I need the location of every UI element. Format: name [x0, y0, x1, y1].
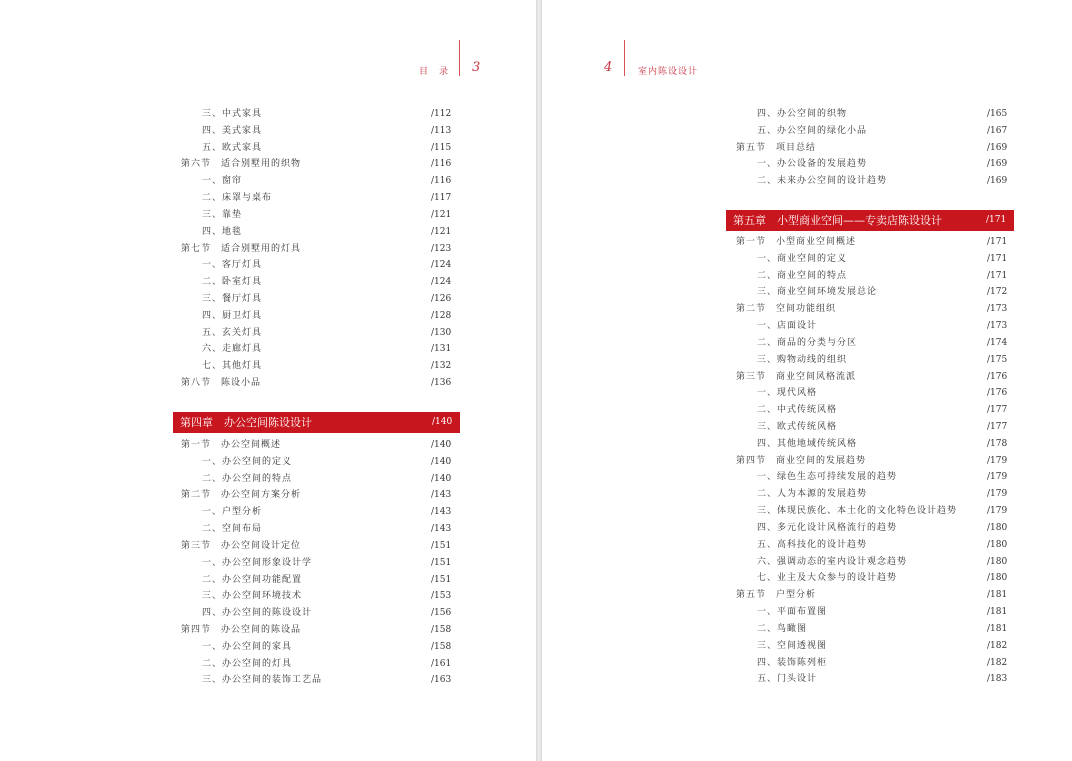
toc-page-number: /126	[431, 294, 452, 305]
toc-entry-label: 三、办公空间环境技术	[202, 591, 303, 602]
toc-entry-label: 二、鸟瞰图	[757, 623, 808, 634]
toc-entry-label: 五、办公空间的绿化小品	[757, 125, 868, 136]
toc-entry-label: 二、办公空间的特点	[202, 473, 293, 484]
toc-item-row[interactable]	[0, 521, 471, 537]
toc-item-row[interactable]	[0, 140, 471, 156]
chapter-heading-5[interactable]	[726, 210, 1014, 231]
toc-entry-label: 一、办公空间的家具	[202, 641, 293, 652]
toc-entry-label: 一、办公设备的发展趋势	[757, 159, 868, 170]
toc-item-row[interactable]	[542, 554, 1027, 570]
toc-item-row[interactable]	[542, 402, 1027, 418]
toc-page-number: /153	[431, 591, 452, 602]
toc-page-number: /169	[987, 159, 1008, 170]
toc-item-row[interactable]	[0, 106, 471, 122]
toc-item-row[interactable]	[0, 454, 471, 470]
toc-entry-label: 三、购物动线的组织	[757, 354, 848, 365]
toc-entry-label: 三、空间透视图	[757, 640, 828, 651]
toc-page-number: /163	[431, 675, 452, 686]
toc-page-number: /132	[431, 361, 452, 372]
header-divider-line	[459, 40, 460, 76]
toc-entry-label: 二、人为本源的发展趋势	[757, 489, 868, 500]
toc-section-row[interactable]	[0, 156, 471, 172]
toc-page-number: /179	[987, 489, 1008, 500]
toc-entry-label: 一、办公空间的定义	[202, 456, 293, 467]
toc-item-row[interactable]	[0, 173, 471, 189]
toc-entry-label: 三、欧式传统风格	[757, 422, 838, 433]
toc-page-number: /116	[431, 159, 452, 170]
toc-page-number: /178	[987, 438, 1008, 449]
toc-entry-label: 三、商业空间环境发展总论	[757, 287, 878, 298]
toc-page-number: /143	[431, 507, 452, 518]
toc-page-number: /167	[987, 125, 1008, 136]
toc-entry-label: 四、装饰陈列柜	[757, 657, 828, 668]
toc-page-number: /176	[987, 388, 1008, 399]
toc-entry-label: 三、中式家具	[202, 109, 263, 119]
toc-entry-label: 五、门头设计	[757, 674, 818, 685]
toc-item-row[interactable]	[0, 639, 471, 655]
book-title: 室内陈设设计	[638, 67, 699, 77]
toc-section-row[interactable]	[0, 622, 471, 638]
toc-page-number: /179	[987, 506, 1008, 517]
toc-page-number: /115	[431, 142, 452, 153]
toc-page-number: /165	[987, 109, 1008, 119]
toc-item-row[interactable]	[0, 207, 471, 223]
right-page	[542, 0, 1072, 761]
toc-entry-label: 一、绿色生态可持续发展的趋势	[757, 472, 898, 483]
toc-section-row[interactable]	[0, 437, 471, 453]
toc-section-row[interactable]	[542, 301, 1027, 317]
toc-item-row[interactable]	[542, 156, 1027, 172]
toc-item-row[interactable]	[542, 123, 1027, 139]
toc-item-row[interactable]	[542, 520, 1027, 536]
toc-item-row[interactable]	[0, 291, 471, 307]
toc-item-row[interactable]	[542, 173, 1027, 189]
toc-page-number: /180	[987, 539, 1008, 550]
toc-entry-label: 四、地毯	[202, 226, 243, 237]
toc-entry-label: 三、餐厅灯具	[202, 294, 263, 305]
toc-section-row[interactable]	[542, 140, 1027, 156]
toc-page-number: /161	[431, 658, 452, 669]
toc-item-row[interactable]	[542, 318, 1027, 334]
toc-item-row[interactable]	[542, 570, 1027, 586]
toc-page-number: /171	[987, 270, 1008, 281]
toc-item-row[interactable]	[542, 436, 1027, 452]
chapter-page-number: /171	[986, 215, 1007, 225]
toc-section-row[interactable]	[542, 369, 1027, 385]
toc-entry-label: 四、美式家具	[202, 125, 263, 136]
page-number-right: 4	[604, 60, 613, 75]
toc-page-number: /158	[431, 641, 452, 652]
toc-entry-label: 第一节 小型商业空间概述	[736, 237, 857, 247]
toc-page-number: /151	[431, 540, 452, 551]
toc-page-number: /182	[987, 640, 1008, 651]
toc-item-row[interactable]	[542, 486, 1027, 502]
toc-item-row[interactable]	[0, 672, 471, 688]
toc-item-row[interactable]	[0, 224, 471, 240]
toc-page-number: /173	[987, 321, 1008, 332]
toc-item-row[interactable]	[542, 621, 1027, 637]
toc-page-number: /179	[987, 455, 1008, 466]
toc-item-row[interactable]	[0, 325, 471, 341]
toc-page-number: /143	[431, 490, 452, 501]
chapter-title: 第四章 办公空间陈设设计	[180, 416, 312, 429]
toc-page-number: /179	[987, 472, 1008, 483]
toc-page-number: /181	[987, 623, 1008, 634]
toc-entry-label: 六、强调动态的室内设计观念趋势	[757, 556, 908, 567]
toc-page-number: /174	[987, 337, 1008, 348]
toc-entry-label: 第一节 办公空间概述	[181, 440, 282, 450]
toc-page-number: /124	[431, 260, 452, 271]
toc-entry-label: 三、靠垫	[202, 209, 243, 220]
toc-page-number: /181	[987, 590, 1008, 601]
toc-item-row[interactable]	[542, 335, 1027, 351]
toc-item-row[interactable]	[0, 123, 471, 139]
toc-section-row[interactable]	[0, 241, 471, 257]
toc-page-number: /177	[987, 422, 1008, 433]
toc-item-row[interactable]	[0, 588, 471, 604]
toc-page-number: /113	[431, 125, 452, 136]
toc-entry-label: 一、客厅灯具	[202, 260, 263, 271]
toc-entry-label: 二、未来办公空间的设计趋势	[757, 176, 888, 187]
header-divider-line	[624, 40, 625, 76]
toc-entry-label: 第五节 户型分析	[736, 590, 817, 601]
toc-page-number: /151	[431, 574, 452, 585]
toc-page-number: /124	[431, 277, 452, 288]
toc-page-number: /181	[987, 607, 1008, 618]
toc-entry-label: 第六节 适合别墅用的织物	[181, 159, 302, 170]
toc-page-number: /180	[987, 522, 1008, 533]
toc-item-row[interactable]	[0, 572, 471, 588]
toc-item-row[interactable]	[0, 656, 471, 672]
toc-entry-label: 第四节 商业空间的发展趋势	[736, 455, 867, 466]
toc-page-number: /151	[431, 557, 452, 568]
toc-item-row[interactable]	[0, 504, 471, 520]
toc-entry-label: 二、商业空间的特点	[757, 270, 848, 281]
toc-item-row[interactable]	[542, 671, 1027, 687]
page-number-left: 3	[472, 60, 481, 75]
toc-entry-label: 第八节 陈设小品	[181, 378, 262, 389]
toc-page-number: /121	[431, 226, 452, 237]
toc-entry-label: 二、卧室灯具	[202, 277, 263, 288]
toc-page-number: /156	[431, 608, 452, 619]
toc-page-number: /112	[431, 109, 452, 119]
toc-page-number: /136	[431, 378, 452, 389]
toc-page-number: /140	[431, 473, 452, 484]
toc-entry-label: 四、办公空间的陈设设计	[202, 608, 313, 619]
toc-entry-label: 四、厨卫灯具	[202, 310, 263, 321]
toc-item-row[interactable]	[0, 358, 471, 374]
toc-page-number: /140	[431, 456, 452, 467]
toc-page-number: /182	[987, 657, 1008, 668]
toc-entry-label: 第二节 办公空间方案分析	[181, 490, 302, 501]
toc-page-number: /177	[987, 405, 1008, 416]
toc-entry-label: 三、体现民族化、本土化的文化特色设计趋势	[757, 506, 958, 517]
toc-entry-label: 一、商业空间的定义	[757, 253, 848, 264]
toc-section-row[interactable]	[542, 587, 1027, 603]
toc-item-row[interactable]	[542, 604, 1027, 620]
toc-page-number: /130	[431, 327, 452, 338]
toc-entry-label: 四、办公空间的织物	[757, 109, 848, 119]
toc-page-number: /117	[431, 193, 452, 204]
toc-item-row[interactable]	[542, 638, 1027, 654]
toc-entry-label: 二、办公空间的灯具	[202, 658, 293, 669]
toc-entry-label: 五、欧式家具	[202, 142, 263, 153]
toc-entry-label: 二、办公空间功能配置	[202, 574, 303, 585]
toc-section-row[interactable]	[542, 234, 1027, 250]
toc-page-number: /183	[987, 674, 1008, 685]
toc-page-number: /121	[431, 209, 452, 220]
toc-item-row[interactable]	[0, 274, 471, 290]
chapter-title: 第五章 小型商业空间——专卖店陈设设计	[733, 214, 942, 227]
toc-page-number: /173	[987, 304, 1008, 315]
chapter-heading-4[interactable]	[173, 412, 460, 433]
toc-page-number: /143	[431, 524, 452, 535]
toc-item-row[interactable]	[0, 341, 471, 357]
toc-page-number: /123	[431, 243, 452, 254]
toc-page-number: /175	[987, 354, 1008, 365]
toc-entry-label: 第四节 办公空间的陈设品	[181, 625, 302, 636]
toc-page-number: /169	[987, 142, 1008, 153]
toc-page-number: /128	[431, 310, 452, 321]
chapter-page-number: /140	[432, 417, 453, 427]
toc-page-number: /140	[431, 440, 452, 450]
toc-entry-label: 第三节 办公空间设计定位	[181, 540, 302, 551]
toc-entry-label: 第二节 空间功能组织	[736, 304, 837, 315]
toc-page-number: /116	[431, 176, 452, 187]
toc-item-row[interactable]	[542, 284, 1027, 300]
toc-section-row[interactable]	[0, 538, 471, 554]
toc-entry-label: 二、商品的分类与分区	[757, 337, 858, 348]
toc-item-row[interactable]	[0, 471, 471, 487]
toc-page-number: /169	[987, 176, 1008, 187]
toc-entry-label: 一、窗帘	[202, 176, 243, 187]
toc-page-number: /131	[431, 344, 452, 355]
toc-page-number: /171	[987, 237, 1008, 247]
toc-entry-label: 一、现代风格	[757, 388, 818, 399]
toc-entry-label: 五、玄关灯具	[202, 327, 263, 338]
toc-item-row[interactable]	[542, 469, 1027, 485]
toc-header-title: 目 录	[419, 67, 450, 77]
toc-entry-label: 一、平面布置图	[757, 607, 828, 618]
toc-entry-label: 二、中式传统风格	[757, 405, 838, 416]
toc-entry-label: 一、户型分析	[202, 507, 263, 518]
toc-entry-label: 七、其他灯具	[202, 361, 263, 372]
toc-page-number: /171	[987, 253, 1008, 264]
toc-item-row[interactable]	[0, 190, 471, 206]
toc-item-row[interactable]	[542, 268, 1027, 284]
toc-item-row[interactable]	[542, 106, 1027, 122]
toc-entry-label: 四、多元化设计风格流行的趋势	[757, 522, 898, 533]
toc-entry-label: 六、走廊灯具	[202, 344, 263, 355]
toc-entry-label: 第五节 项目总结	[736, 142, 817, 153]
toc-entry-label: 三、办公空间的装饰工艺品	[202, 675, 323, 686]
toc-item-row[interactable]	[542, 503, 1027, 519]
toc-entry-label: 五、高科技化的设计趋势	[757, 539, 868, 550]
toc-entry-label: 二、床罩与桌布	[202, 193, 273, 204]
toc-entry-label: 四、其他地域传统风格	[757, 438, 858, 449]
toc-section-row[interactable]	[542, 453, 1027, 469]
toc-section-row[interactable]	[0, 375, 471, 391]
toc-page-number: /172	[987, 287, 1008, 298]
toc-item-row[interactable]	[542, 537, 1027, 553]
toc-entry-label: 七、业主及大众参与的设计趋势	[757, 573, 898, 584]
toc-entry-label: 第三节 商业空间风格流派	[736, 371, 857, 382]
toc-entry-label: 一、办公空间形象设计学	[202, 557, 313, 568]
toc-entry-label: 二、空间布局	[202, 524, 263, 535]
toc-page-number: /180	[987, 556, 1008, 567]
toc-item-row[interactable]	[0, 257, 471, 273]
toc-page-number: /180	[987, 573, 1008, 584]
toc-item-row[interactable]	[0, 555, 471, 571]
toc-item-row[interactable]	[542, 419, 1027, 435]
toc-page-number: /158	[431, 625, 452, 636]
toc-item-row[interactable]	[542, 385, 1027, 401]
toc-section-row[interactable]	[0, 487, 471, 503]
toc-page-number: /176	[987, 371, 1008, 382]
toc-item-row[interactable]	[542, 655, 1027, 671]
toc-item-row[interactable]	[542, 251, 1027, 267]
toc-entry-label: 一、店面设计	[757, 321, 818, 332]
toc-item-row[interactable]	[0, 605, 471, 621]
toc-item-row[interactable]	[542, 352, 1027, 368]
toc-entry-label: 第七节 适合别墅用的灯具	[181, 243, 302, 254]
toc-item-row[interactable]	[0, 308, 471, 324]
